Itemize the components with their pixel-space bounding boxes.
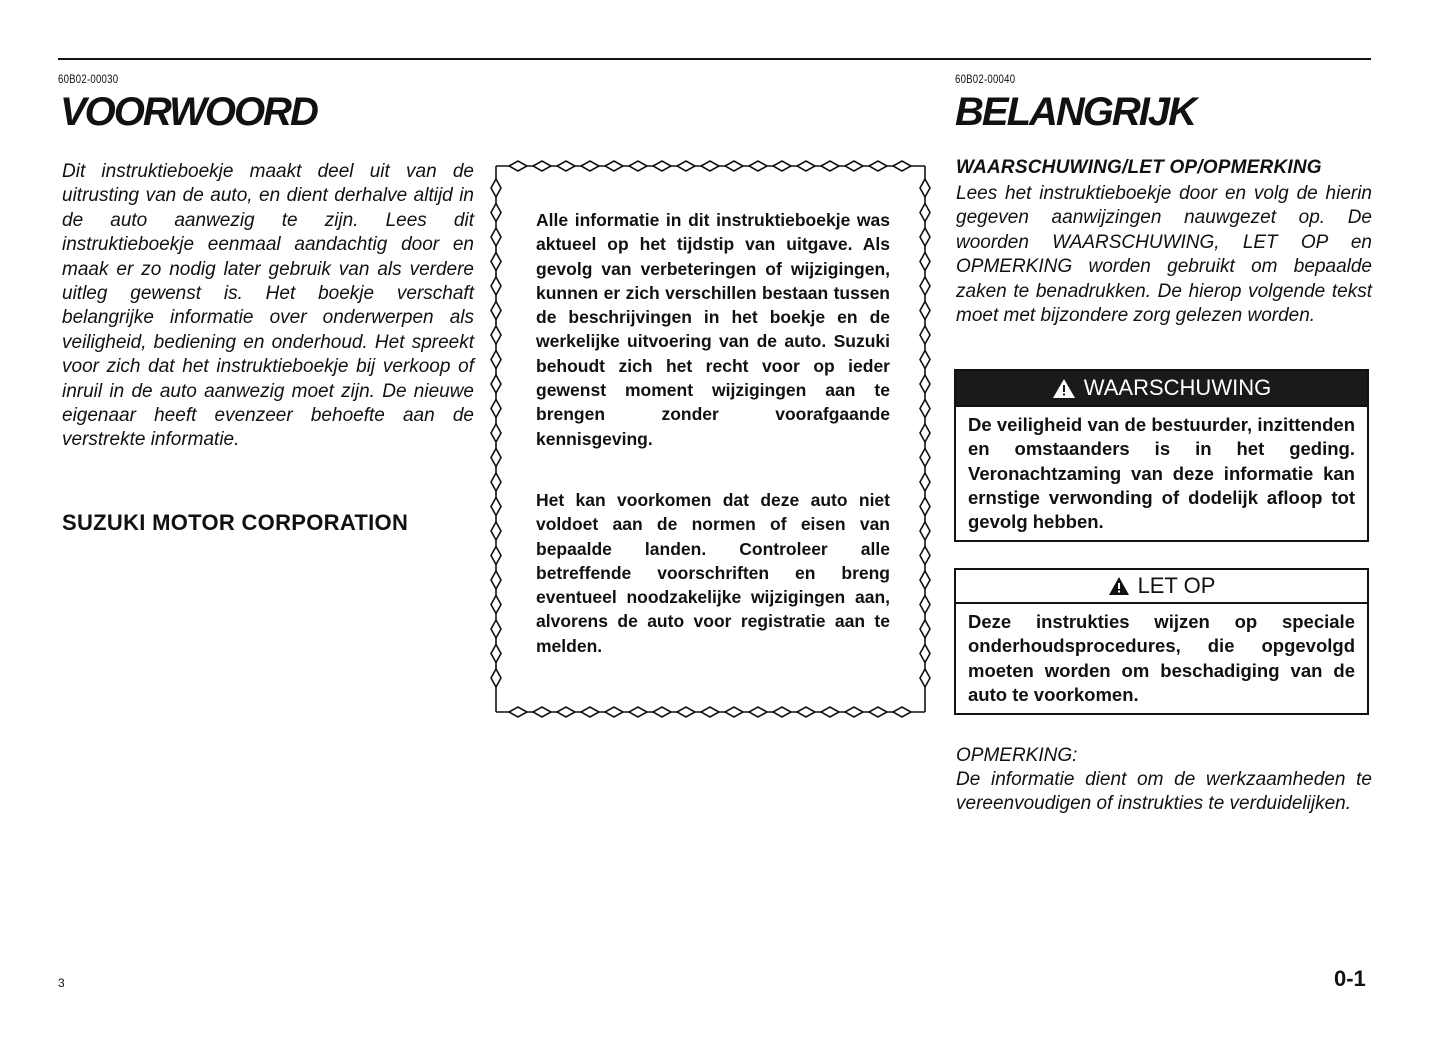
- frame-diamond: [533, 161, 551, 171]
- frame-diamond: [629, 707, 647, 717]
- page-title-voorwoord: VOORWOORD: [60, 90, 317, 134]
- frame-diamond: [701, 707, 719, 717]
- frame-diamond: [920, 571, 930, 589]
- frame-diamond: [701, 161, 719, 171]
- frame-diamond: [491, 400, 501, 418]
- frame-diamond: [920, 302, 930, 320]
- left-section-code: 60B02-00030: [58, 72, 119, 86]
- caution-text: Deze instrukties wijzen op speciale onderhoudsprocedures, die opgevolgd moeten worden om beschadiging van de auto te voorkomen.: [968, 611, 1355, 705]
- warning-box: [954, 369, 1369, 542]
- notice-paragraph: Lees het instruktieboekje door en volg de hierin gegeven aanwijzingen nauwgezet op. De woorden WAARSCHUWING, LET OP en OPMERKING worden gebruikt om bepaalde zaken te benadrukken. De hierop volgende tekst moet met bijzondere zorg gelezen worden.: [956, 183, 1372, 327]
- frame-diamond: [845, 161, 863, 171]
- frame-diamond: [491, 277, 501, 295]
- frame-diamond: [920, 498, 930, 516]
- warning-header: [956, 371, 1367, 405]
- frame-diamond: [920, 522, 930, 540]
- frame-diamond: [581, 161, 599, 171]
- frame-diamond: [629, 161, 647, 171]
- frame-diamond: [581, 707, 599, 717]
- frame-diamond: [821, 707, 839, 717]
- page-number-left: 3: [58, 976, 65, 990]
- frame-diamond: [491, 473, 501, 491]
- frame-diamond: [491, 253, 501, 271]
- frame-diamond: [749, 161, 767, 171]
- frame-diamond: [491, 179, 501, 197]
- top-rule: [58, 58, 1371, 60]
- frame-diamond: [920, 547, 930, 565]
- frame-diamond: [920, 449, 930, 467]
- frame-diamond: [773, 707, 791, 717]
- frame-diamond: [797, 707, 815, 717]
- frame-diamond: [920, 179, 930, 197]
- frame-diamond: [677, 707, 695, 717]
- frame-diamond: [920, 596, 930, 614]
- frame-diamond: [491, 620, 501, 638]
- frame-diamond: [893, 161, 911, 171]
- frame-diamond: [821, 161, 839, 171]
- frame-diamond: [920, 277, 930, 295]
- intro-paragraph: Dit instruktieboekje maakt deel uit van de uitrusting van de auto, en dient derhalve altijd in de auto aanwezig te zijn. Lees dit instruktieboekje eenmaal aandachtig door en maak er zo nodig later gebruik van als verdere uitleg gewenst is. Het boekje verschaft belangrijke informatie over onderwerpen als veiligheid, bediening en onderhoud. Het spreekt voor zich dat het instruktieboekje bij verkoop of inruil in de auto aanwezig moet zijn. De nieuwe eigenaar heeft evenzeer behoefte aan de verstrekte informatie.: [62, 161, 474, 451]
- frame-diamond: [845, 707, 863, 717]
- frame-diamond: [491, 449, 501, 467]
- frame-diamond: [491, 326, 501, 344]
- frame-diamond: [797, 161, 815, 171]
- right-section-code: 60B02-00040: [955, 72, 1016, 86]
- frame-diamond: [491, 547, 501, 565]
- frame-diamond: [920, 253, 930, 271]
- frame-diamond: [491, 571, 501, 589]
- frame-diamond: [491, 522, 501, 540]
- frame-diamond: [491, 498, 501, 516]
- page-title-belangrijk: BELANGRIJK: [955, 90, 1196, 134]
- note-text: De informatie dient om de werkzaamheden te vereenvoudigen of instrukties te verduidelijken.: [956, 769, 1372, 815]
- frame-diamond: [491, 596, 501, 614]
- frame-diamond: [653, 161, 671, 171]
- frame-diamond: [491, 645, 501, 663]
- frame-diamond: [725, 161, 743, 171]
- frame-diamond: [605, 161, 623, 171]
- frame-diamond: [491, 351, 501, 369]
- frame-diamond: [605, 707, 623, 717]
- frame-diamond: [920, 424, 930, 442]
- frame-diamond: [491, 302, 501, 320]
- frame-diamond: [557, 161, 575, 171]
- frame-diamond: [491, 228, 501, 246]
- frame-paragraph-2: Het kan voorkomen dat deze auto niet voldoet aan de normen of eisen van bepaalde landen. Controleer alle betreffende voorschriften en breng eventueel noodzakelijke wijzigingen aan, alvorens de auto voor registratie aan te melden.: [536, 490, 890, 656]
- frame-diamond: [920, 375, 930, 393]
- caution-header: [956, 570, 1367, 604]
- frame-diamond: [920, 645, 930, 663]
- caution-triangle-icon: [1108, 576, 1130, 596]
- frame-diamond: [773, 161, 791, 171]
- frame-diamond: [920, 620, 930, 638]
- frame-diamond: [557, 707, 575, 717]
- frame-diamond: [491, 669, 501, 687]
- frame-diamond: [491, 375, 501, 393]
- notice-heading: WAARSCHUWING/LET OP/OPMERKING: [956, 157, 1322, 178]
- caution-box: [954, 568, 1369, 715]
- frame-diamond: [491, 424, 501, 442]
- frame-diamond: [509, 161, 527, 171]
- warning-triangle-icon: [1052, 378, 1076, 399]
- frame-diamond: [491, 204, 501, 222]
- frame-diamond: [920, 228, 930, 246]
- note-label: OPMERKING:: [956, 745, 1078, 766]
- frame-diamond: [920, 473, 930, 491]
- frame-diamond: [725, 707, 743, 717]
- frame-diamond: [653, 707, 671, 717]
- frame-diamond: [677, 161, 695, 171]
- frame-diamond: [749, 707, 767, 717]
- warning-label: WAARSCHUWING: [1083, 375, 1272, 400]
- page-number-right: 0-1: [1334, 966, 1366, 991]
- frame-diamond: [920, 669, 930, 687]
- company-name: SUZUKI MOTOR CORPORATION: [62, 510, 409, 535]
- warning-text: De veiligheid van de bestuurder, inzittenden en omstaanders is in het geding. Veronachtzaming van deze informatie kan ernstige verwonding of dodelijk afloop tot gevolg hebben.: [956, 405, 1367, 540]
- frame-diamond: [869, 707, 887, 717]
- frame-diamond: [920, 400, 930, 418]
- frame-diamond: [533, 707, 551, 717]
- caution-label: LET OP: [1137, 573, 1216, 598]
- frame-diamond: [920, 204, 930, 222]
- frame-diamond: [869, 161, 887, 171]
- frame-paragraph-1: Alle informatie in dit instruktieboekje was aktueel op het tijdstip van uitgave. Als gevolg van verbeteringen of wijzigingen, kunnen er zich verschillen bestaan tussen de beschrijvingen in het boekje en de werkelijke uitvoering van de auto. Suzuki behoudt zich het recht voor op ieder gewenst moment wijzigingen aan te brengen zonder voorafgaande kennisgeving.: [536, 210, 890, 449]
- frame-diamond: [920, 326, 930, 344]
- frame-diamond: [920, 351, 930, 369]
- frame-diamond: [893, 707, 911, 717]
- frame-diamond: [509, 707, 527, 717]
